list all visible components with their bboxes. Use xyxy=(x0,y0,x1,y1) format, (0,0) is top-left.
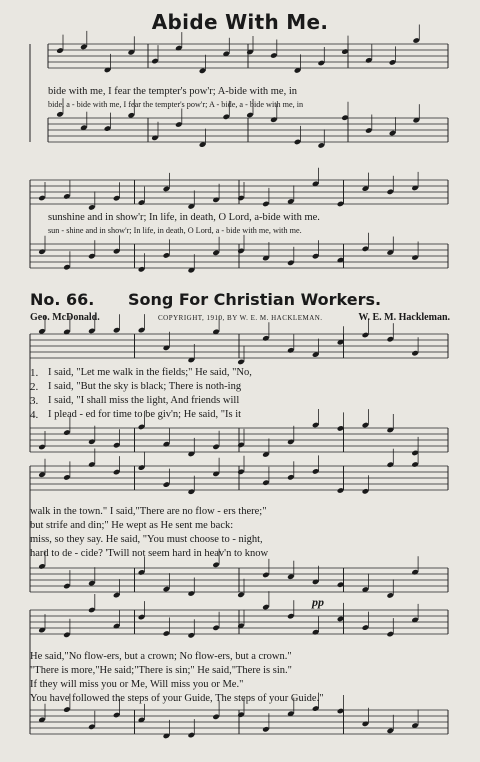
verse-number: 3. xyxy=(30,395,39,407)
hymn-number: No. 66. xyxy=(30,290,95,309)
dynamic-marking: pp xyxy=(312,595,324,609)
verse-number: 1. xyxy=(30,367,39,379)
lyric-line: If they will miss you or Me, Will miss you or Me." xyxy=(30,679,244,690)
hymn-title-workers: Song For Christian Workers. xyxy=(128,290,382,309)
lyric-line: "There is more,"He said;"There is sin;" He said,"There is sin." xyxy=(30,665,292,676)
verse-number: 4. xyxy=(30,409,39,421)
lyric-line: I said, "I shall miss the light, And friends will xyxy=(48,395,240,406)
lyric-line: miss, so they say. He said, "You must choose to - night, xyxy=(30,534,263,545)
lyric-line: but strife and din;" He wept as He sent me back: xyxy=(30,520,234,531)
lyric-line: I plead - ed for time to be giv'n; He said, "Is it xyxy=(48,409,242,420)
composer: W. E. M. Hackleman. xyxy=(358,312,450,323)
verse-number: 2. xyxy=(30,381,39,393)
lyric-line: walk in the town." I said,"There are no flow - ers there;" xyxy=(30,506,267,517)
lyric-line: bide with me, I fear the tempter's pow'r; A-bide with me, in xyxy=(48,86,298,97)
lyric-line: You have followed the steps of your Guide, The steps of your Guide." xyxy=(30,693,324,704)
lyric-line: I said, "Let me walk in the fields;" He said, "No, xyxy=(48,367,252,378)
author: Geo. McDonald. xyxy=(30,312,100,323)
hymn-title-abide: Abide With Me. xyxy=(151,10,329,34)
lyric-line: sun - shine and in show'r; In life, in death, O Lord, a - bide with me, with me. xyxy=(48,226,302,235)
lyric-line: hard to de - cide? 'Twill not seem hard in heav'n to know xyxy=(30,548,269,559)
lyric-line: sunshine and in show'r; In life, in death, O Lord, a-bide with me. xyxy=(48,212,320,223)
lyric-line: I said, "But the sky is black; There is noth-ing xyxy=(48,381,242,392)
lyric-line: He said,"No flow-ers, but a crown; No flow-ers, but a crown." xyxy=(30,651,292,662)
copyright: COPYRIGHT, 1910, BY W. E. M. HACKLEMAN. xyxy=(158,314,323,322)
lyric-line: bide, a - bide with me, I fear the tempter's pow'r; A - bide, a - bide with me, in xyxy=(48,100,304,109)
